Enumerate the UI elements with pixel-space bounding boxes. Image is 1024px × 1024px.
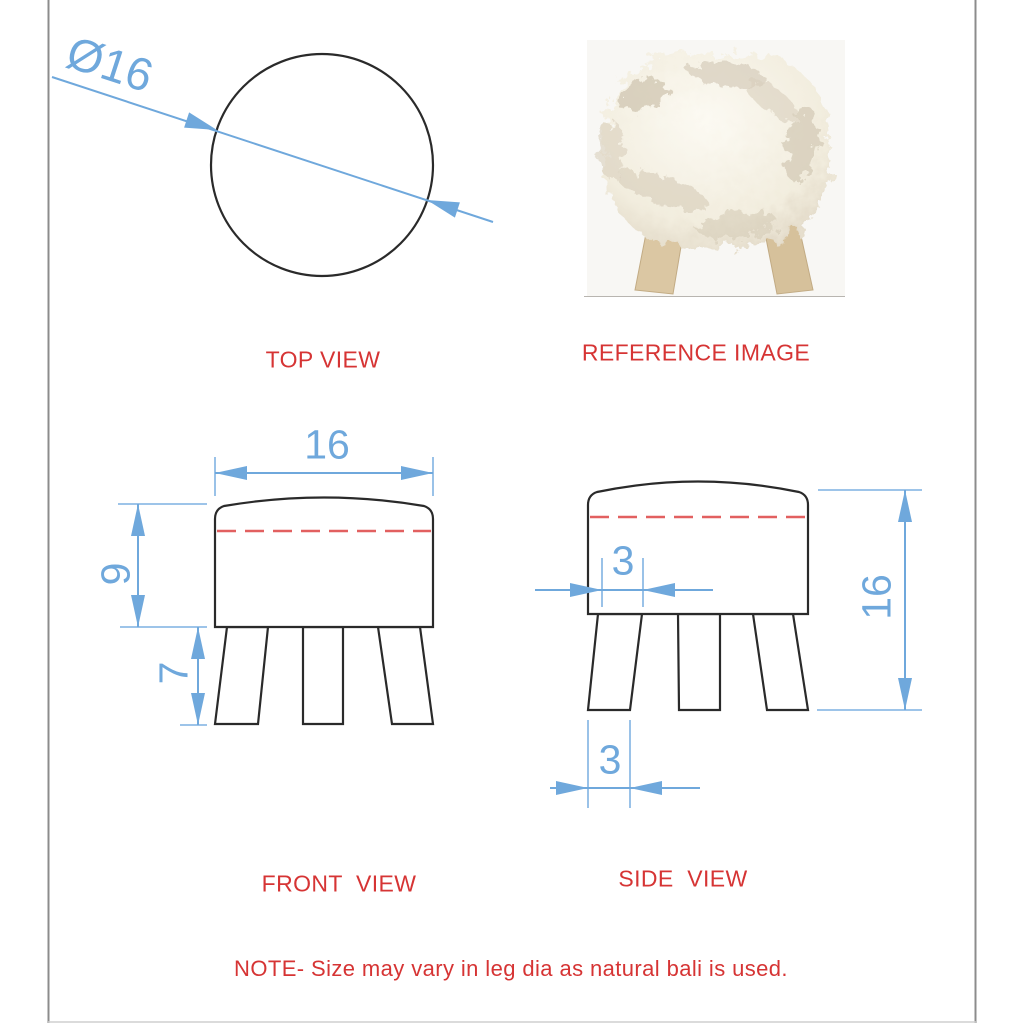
side-leg-width-dimension	[550, 720, 700, 808]
photo-stool-fur	[600, 54, 829, 246]
side-seat-offset-dim-text: 3	[611, 537, 635, 584]
photo-baseline-rule	[584, 296, 845, 297]
side-total-height-dim-text: 16	[853, 574, 900, 620]
front-view-legs	[215, 627, 433, 724]
top-view-diameter-dim-text: Ø16	[60, 25, 160, 103]
note-text: NOTE- Size may vary in leg dia as natural bali is used.	[234, 956, 788, 981]
front-view-seat	[215, 498, 433, 628]
top-view-label: TOP VIEW	[265, 346, 381, 373]
front-seat-height-dim-text: 9	[92, 562, 139, 586]
side-leg-width-dim-text: 3	[598, 736, 622, 783]
reference-image-label: REFERENCE IMAGE	[581, 339, 811, 366]
side-view-label: SIDE VIEW	[618, 865, 748, 892]
front-view-label: FRONT VIEW	[261, 870, 417, 897]
diameter-arrow-right	[427, 200, 460, 218]
side-view-drawing	[535, 482, 922, 809]
front-leg-height-dim-text: 7	[150, 661, 197, 685]
front-width-dim-text: 16	[304, 421, 350, 468]
reference-image-photo	[587, 40, 845, 297]
front-view-drawing	[118, 457, 433, 725]
diameter-arrow-left	[184, 112, 217, 130]
diameter-dimension	[52, 77, 493, 222]
side-view-legs	[588, 614, 808, 710]
